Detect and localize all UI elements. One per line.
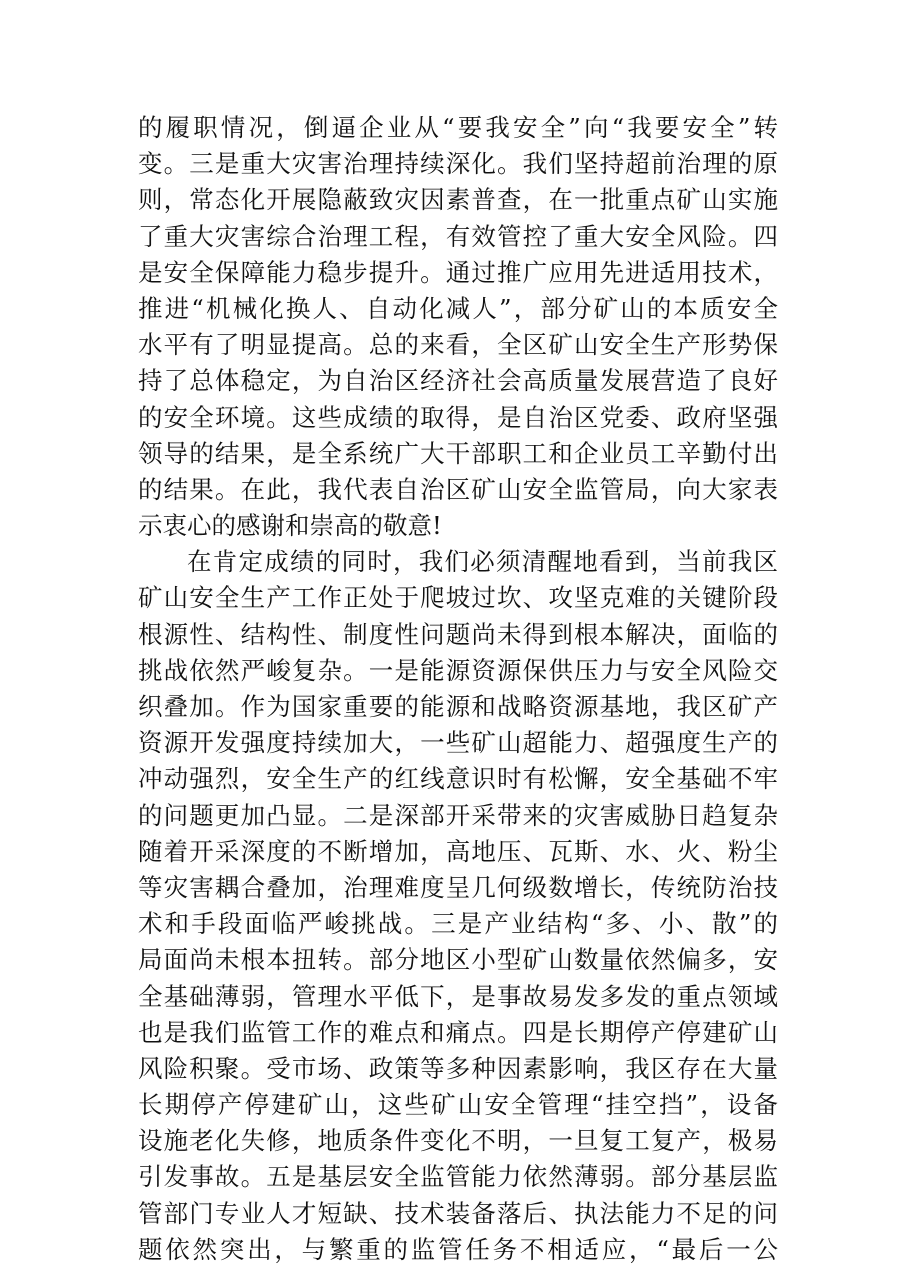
paragraph-line: 术和手段面临严峻挑战。三是产业结构“多、小、散”的 [138,909,778,939]
paragraph-line: 的安全环境。这些成绩的取得，是自治区党委、政府坚强 [138,402,778,432]
paragraph-line: 全基础薄弱，管理水平低下，是事故易发多发的重点领域 [138,981,778,1011]
paragraph-line: 在肯定成绩的同时，我们必须清醒地看到，当前我区 [187,547,778,577]
paragraph-line: 冲动强烈，安全生产的红线意识时有松懈，安全基础不牢 [138,764,778,794]
paragraph-line: 了重大灾害综合治理工程，有效管控了重大安全风险。四 [138,221,778,251]
paragraph-line: 局面尚未根本扭转。部分地区小型矿山数量依然偏多，安 [138,945,778,975]
paragraph-line: 风险积聚。受市场、政策等多种因素影响，我区存在大量 [138,1053,778,1083]
paragraph-line: 等灾害耦合叠加，治理难度呈几何级数增长，传统防治技 [138,872,778,902]
paragraph-line: 的履职情况，倒逼企业从“要我安全”向“我要安全”转 [138,113,778,142]
paragraph-line: 矿山安全生产工作正处于爬坡过坎、攻坚克难的关键阶段 [138,583,778,613]
paragraph-line: 领导的结果，是全系统广大干部职工和企业员工辛勤付出 [138,438,778,468]
paragraph-line: 的结果。在此，我代表自治区矿山安全监管局，向大家表 [138,474,778,504]
paragraph-line: 设施老化失修，地质条件变化不明，一旦复工复产，极易 [138,1126,778,1156]
paragraph-line: 也是我们监管工作的难点和痛点。四是长期停产停建矿山 [138,1017,778,1047]
paragraph [138,544,778,1268]
paragraph-line: 长期停产停建矿山，这些矿山安全管理“挂空挡”，设备 [138,1090,778,1120]
paragraph-line: 管部门专业人才短缺、技术装备落后、执法能力不足的问 [138,1198,778,1228]
document-body [138,110,778,1268]
paragraph [138,110,778,544]
paragraph-line: 变。三是重大灾害治理持续深化。我们坚持超前治理的原 [138,149,778,179]
paragraph-line: 是安全保障能力稳步提升。通过推广应用先进适用技术， [138,257,778,287]
paragraph-line: 随着开采深度的不断增加，高地压、瓦斯、水、火、粉尘 [138,836,778,866]
paragraph-line: 水平有了明显提高。总的来看，全区矿山安全生产形势保 [138,330,778,360]
paragraph-line: 持了总体稳定，为自治区经济社会高质量发展营造了良好 [138,366,778,396]
paragraph-line: 则，常态化开展隐蔽致灾因素普查，在一批重点矿山实施 [138,185,778,215]
paragraph-line: 织叠加。作为国家重要的能源和战略资源基地，我区矿产 [138,692,778,721]
paragraph-line: 资源开发强度持续加大，一些矿山超能力、超强度生产的 [138,728,778,758]
paragraph-line: 挑战依然严峻复杂。一是能源资源保供压力与安全风险交 [138,655,778,685]
paragraph-line: 根源性、结构性、制度性问题尚未得到根本解决，面临的 [138,619,778,649]
paragraph-line: 引发事故。五是基层安全监管能力依然薄弱。部分基层监 [138,1162,778,1192]
paragraph-line: 的问题更加凸显。二是深部开采带来的灾害威胁日趋复杂 [138,800,778,830]
paragraph-line: 题依然突出，与繁重的监管任务不相适应，“最后一公 [138,1234,778,1264]
paragraph-line: 推进“机械化换人、自动化减人”，部分矿山的本质安全 [138,293,778,323]
paragraph-line: 示衷心的感谢和崇高的敬意! [138,511,442,541]
